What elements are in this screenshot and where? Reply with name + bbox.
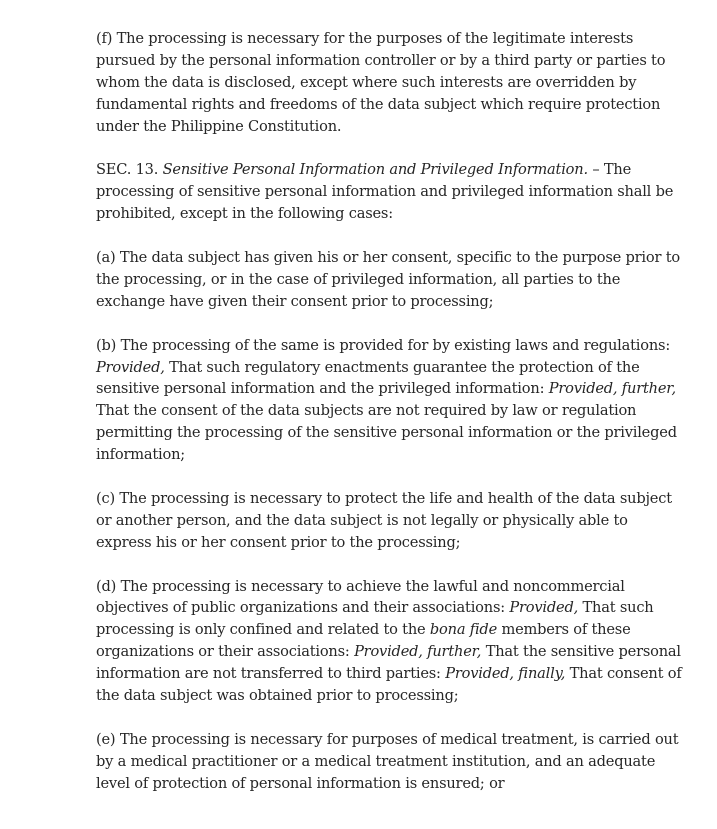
paragraph-b	[96, 335, 686, 466]
section-number: SEC. 13.	[96, 161, 163, 179]
paragraph-e	[96, 729, 686, 795]
proviso-italic: Provided, further,	[548, 380, 676, 398]
paragraph-sec13	[96, 159, 686, 225]
paragraph-a	[96, 247, 686, 313]
paragraph-f	[96, 28, 686, 138]
text-segment: (a) The data subject has given his or her consent, specific to the purpose prior to the processing, or in the case of privileged information, all parties to the exchange have given their consent prior to processing;	[96, 249, 680, 310]
text-segment: That such processing is only confined and related to the	[96, 599, 654, 639]
proviso-italic: Provided,	[509, 599, 579, 617]
section-title: Sensitive Personal Information and Privileged Information.	[162, 161, 588, 179]
text-segment: That such regulatory enactments guarantee the protection of the sensitive personal information and the privileged information:	[96, 358, 640, 398]
text-segment: (b) The processing of the same is provided for by existing laws and regulations:	[96, 336, 671, 354]
paragraph-d	[96, 576, 686, 707]
text-segment: That consent of the data subject was obtained prior to processing;	[96, 665, 682, 705]
paragraph-c	[96, 488, 686, 554]
proviso-italic: Provided,	[96, 358, 165, 376]
text-segment: (f) The processing is necessary for the purposes of the legitimate interests pursued by the personal information controller or by a third party or parties to whom the data is disclosed, except where such interests are overridden by fundamental rights and freedoms of the data subject which require protection under the Philippine Constitution.	[96, 30, 666, 135]
document-page	[96, 28, 686, 795]
text-segment: (d) The processing is necessary to achieve the lawful and noncommercial objectives of public organizations and their associations:	[96, 577, 625, 617]
text-segment: – The processing of sensitive personal information and privileged information shall be prohibited, except in the following cases:	[96, 161, 674, 223]
proviso-italic: Provided, further,	[354, 643, 482, 661]
proviso-italic: Provided, finally,	[445, 665, 566, 683]
text-segment: (e) The processing is necessary for purposes of medical treatment, is carried out by a medical practitioner or a medical treatment institution, and an adequate level of protection of personal information is ensured; or	[96, 730, 679, 792]
text-segment: That the sensitive personal information are not transferred to third parties:	[96, 643, 681, 683]
text-segment: members of these organizations or their associations:	[96, 621, 631, 661]
text-segment: (c) The processing is necessary to protect the life and health of the data subject or another person, and the data subject is not legally or physically able to express his or her consent prior to the processing;	[96, 489, 672, 551]
text-segment: That the consent of the data subjects are not required by law or regulation permitting the processing of the sensitive personal information or the privileged information;	[96, 402, 677, 464]
latin-term-italic: bona fide	[429, 621, 498, 639]
